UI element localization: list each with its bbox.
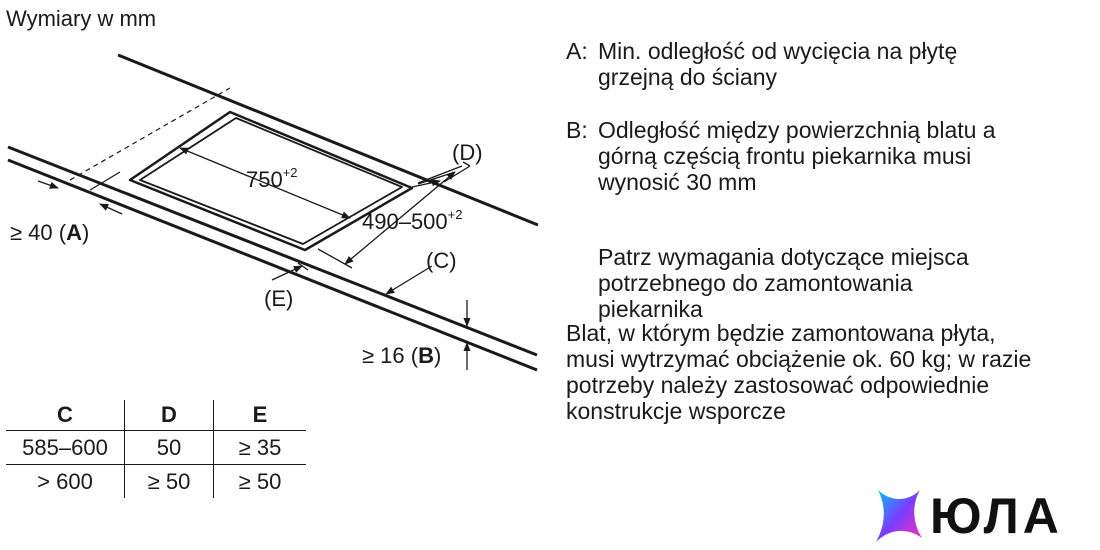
label-c: (C) — [426, 248, 457, 273]
units-caption: Wymiary w mm — [6, 6, 157, 31]
note-a-line: Min. odległość od wycięcia na płytę — [598, 38, 958, 64]
note-c-line: piekarnika — [598, 296, 703, 322]
table-header-row — [6, 400, 306, 431]
label-d: (D) — [452, 140, 483, 165]
brand-logo — [872, 486, 1097, 546]
table-cell: 585–600 — [6, 431, 125, 465]
table-header-cell: D — [125, 400, 214, 431]
note-b-line: Odległość między powierzchnią blatu a — [598, 117, 996, 143]
logo-text: ЮЛА — [930, 488, 1063, 544]
table-row — [6, 431, 306, 465]
note-d-line: konstrukcje wsporcze — [566, 398, 786, 424]
width-dimension-label: $750^{+2}$ — [246, 165, 298, 192]
table-header-cell: E — [214, 400, 307, 431]
note-d-line: musi wytrzymać obciążenie ok. 60 kg; w razie — [566, 346, 1032, 372]
note-a-line: grzejną do ściany — [598, 64, 777, 90]
note-b-key: B: — [566, 117, 588, 143]
note-c-line: potrzebnego do zamontowania — [598, 270, 913, 296]
table-cell: ≥ 50 — [125, 465, 214, 499]
label-a: ≥ 40 (A) — [10, 220, 90, 245]
dimension-table — [6, 400, 306, 498]
table-row — [6, 465, 306, 499]
notes-block-c — [566, 244, 1096, 322]
note-c-line: Patrz wymagania dotyczące miejsca — [598, 244, 969, 270]
note-b-line: wynosić 30 mm — [598, 169, 757, 195]
table-header-cell: C — [57, 402, 73, 427]
label-e: (E) — [264, 286, 294, 311]
note-d-line: Blat, w którym będzie zamontowana płyta, — [566, 320, 996, 346]
notes-block-d — [566, 320, 1096, 424]
depth-dimension-label: $490-500^{+2}$ — [362, 207, 463, 234]
star-logo-icon — [872, 486, 926, 546]
note-d-line: potrzeby należy zastosować odpowiednie — [566, 372, 990, 398]
notes-block-a — [566, 38, 1096, 90]
table-cell: ≥ 50 — [214, 465, 307, 499]
table-cell: ≥ 35 — [214, 431, 307, 465]
table-cell: > 600 — [6, 465, 125, 499]
notes-block-b — [566, 117, 1096, 195]
label-b: ≥ 16 (B) — [362, 343, 442, 368]
note-a-key: A: — [566, 38, 588, 64]
note-b-line: górną częścią frontu piekarnika musi — [598, 143, 972, 169]
table-cell: 50 — [125, 431, 214, 465]
